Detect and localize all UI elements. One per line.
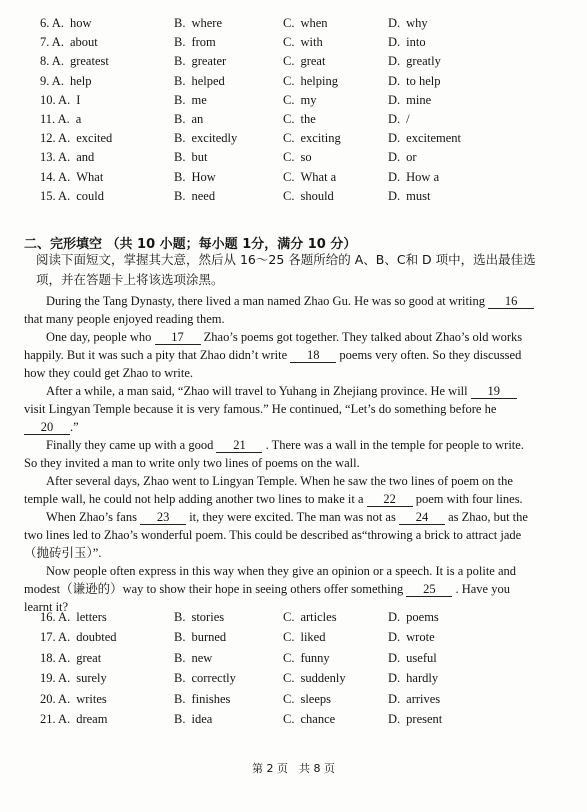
text: how they could get Zhao to write. bbox=[24, 366, 194, 380]
option-text: wrote bbox=[406, 630, 435, 645]
option-letter: C. bbox=[283, 35, 295, 50]
blank-22: 22 bbox=[367, 492, 413, 507]
text: as Zhao, but the bbox=[448, 510, 528, 524]
option-letter: C. bbox=[283, 54, 295, 69]
option-text: great bbox=[300, 54, 326, 69]
option-c bbox=[283, 16, 328, 31]
option-letter: C. bbox=[283, 112, 295, 126]
option-letter: B. bbox=[174, 650, 186, 665]
option-text: and bbox=[76, 150, 95, 165]
option-letter: C. bbox=[283, 691, 295, 706]
option-letter: C. bbox=[283, 73, 295, 88]
option-letter: B. bbox=[174, 630, 186, 645]
option-a bbox=[40, 651, 101, 666]
option-c bbox=[283, 651, 330, 666]
option-letter: C. bbox=[283, 671, 295, 686]
option-text: about bbox=[69, 35, 98, 50]
option-text: suddenly bbox=[300, 671, 346, 686]
option-letter: B. bbox=[174, 610, 186, 624]
option-text: greatly bbox=[406, 54, 441, 69]
option-letter: C. bbox=[283, 610, 295, 624]
text: Finally they came up with a good bbox=[46, 438, 214, 452]
option-b bbox=[174, 651, 212, 666]
option-text: helping bbox=[300, 73, 338, 88]
option-text: idea bbox=[191, 712, 213, 726]
passage-paragraph-5 bbox=[24, 472, 556, 508]
page-footer: 第 2 页 共 8 页 bbox=[252, 762, 335, 775]
option-d bbox=[388, 712, 442, 727]
question-row bbox=[0, 692, 587, 710]
option-text: to help bbox=[406, 73, 441, 88]
option-letter: D. bbox=[388, 188, 401, 203]
question-row bbox=[0, 112, 587, 130]
option-text: sleeps bbox=[300, 691, 332, 706]
option-c bbox=[283, 93, 316, 108]
option-d bbox=[388, 651, 437, 666]
option-text: where bbox=[191, 16, 223, 30]
option-text: stories bbox=[191, 610, 225, 624]
option-text: / bbox=[406, 112, 410, 126]
option-c bbox=[283, 170, 336, 185]
option-text: excited bbox=[76, 131, 113, 146]
question-number: 16. A. bbox=[40, 610, 71, 624]
option-letter: D. bbox=[388, 630, 401, 645]
option-text: me bbox=[191, 92, 207, 107]
option-d bbox=[388, 150, 417, 165]
option-a bbox=[40, 54, 109, 69]
option-c bbox=[283, 54, 325, 69]
option-b bbox=[174, 150, 207, 165]
option-text: burned bbox=[191, 630, 227, 645]
text: So they invited a man to write only two lines of poems on the wall. bbox=[24, 456, 360, 470]
question-row bbox=[0, 150, 587, 168]
passage-paragraph-1 bbox=[24, 292, 556, 328]
blank-19: 19 bbox=[471, 384, 517, 399]
option-text: liked bbox=[300, 630, 326, 645]
option-b bbox=[174, 692, 230, 707]
question-number: 6. A. bbox=[40, 16, 64, 30]
option-text: hardly bbox=[406, 671, 439, 686]
option-b bbox=[174, 74, 225, 89]
option-letter: C. bbox=[283, 712, 295, 726]
text: After a while, a man said, “Zhao will travel to Yuhang in Zhejiang province. He will bbox=[46, 384, 468, 398]
option-d bbox=[388, 131, 461, 146]
option-letter: B. bbox=[174, 188, 186, 203]
option-d bbox=[388, 54, 441, 69]
option-c bbox=[283, 131, 341, 146]
question-row bbox=[0, 93, 587, 111]
option-b bbox=[174, 54, 226, 69]
option-text: help bbox=[69, 73, 92, 88]
question-row bbox=[0, 131, 587, 149]
option-letter: D. bbox=[388, 54, 401, 69]
option-letter: D. bbox=[388, 610, 401, 624]
option-text: my bbox=[300, 92, 317, 107]
question-row bbox=[0, 610, 587, 628]
option-a bbox=[40, 610, 107, 625]
option-text: articles bbox=[300, 610, 337, 624]
option-text: great bbox=[76, 650, 102, 665]
option-b bbox=[174, 170, 216, 185]
text: Now people often express in this way when they give an opinion or a speech. It is a polite and bbox=[46, 564, 517, 578]
option-text: why bbox=[406, 16, 428, 30]
option-letter: C. bbox=[283, 16, 295, 30]
option-a bbox=[40, 35, 98, 50]
option-a bbox=[40, 112, 81, 127]
option-b bbox=[174, 93, 207, 108]
option-c bbox=[283, 671, 346, 686]
option-letter: D. bbox=[388, 650, 401, 665]
question-row bbox=[0, 630, 587, 648]
text: poem with four lines. bbox=[415, 492, 523, 506]
question-row bbox=[0, 74, 587, 92]
option-b bbox=[174, 189, 215, 204]
option-letter: D. bbox=[388, 73, 401, 88]
option-text: so bbox=[300, 150, 312, 165]
option-text: the bbox=[300, 112, 316, 126]
question-number: 15. A. bbox=[40, 188, 71, 203]
text: it, they were excited. The man was not as bbox=[189, 510, 396, 524]
option-text: into bbox=[406, 35, 426, 50]
instruction-line-2: 项，并在答题卡上将该选项涂黑。 bbox=[36, 272, 224, 287]
option-b bbox=[174, 35, 216, 50]
option-d bbox=[388, 692, 440, 707]
question-number: 17. A. bbox=[40, 630, 71, 645]
option-letter: B. bbox=[174, 691, 186, 706]
option-b bbox=[174, 671, 236, 686]
text: During the Tang Dynasty, there lived a man named Zhao Gu. He was so good at writing bbox=[46, 294, 485, 308]
option-letter: D. bbox=[388, 671, 401, 686]
option-d bbox=[388, 610, 439, 625]
option-letter: C. bbox=[283, 92, 295, 107]
option-text: could bbox=[76, 188, 104, 203]
option-text: greater bbox=[191, 54, 227, 69]
option-text: correctly bbox=[191, 671, 236, 686]
option-c bbox=[283, 630, 325, 645]
option-text: finishes bbox=[191, 691, 231, 706]
option-letter: B. bbox=[174, 54, 186, 69]
option-a bbox=[40, 712, 107, 727]
text: Zhao’s poems got together. They talked about Zhao’s old works bbox=[203, 330, 523, 344]
option-text: with bbox=[300, 35, 323, 50]
option-a bbox=[40, 150, 94, 165]
question-row bbox=[0, 54, 587, 72]
blank-23: 23 bbox=[140, 510, 186, 525]
option-text: greatest bbox=[69, 54, 109, 69]
passage-paragraph-7 bbox=[24, 562, 556, 616]
section-title: 二、完形填空 （共 10 小题；每小题 1分，满分 10 分） bbox=[24, 237, 357, 252]
question-number: 20. A. bbox=[40, 691, 71, 706]
option-letter: D. bbox=[388, 712, 401, 726]
option-text: doubted bbox=[76, 630, 117, 645]
question-number: 13. A. bbox=[40, 150, 71, 165]
option-text: poems bbox=[406, 610, 439, 624]
option-text: excitement bbox=[406, 131, 461, 146]
option-text: new bbox=[191, 650, 213, 665]
question-number: 8. A. bbox=[40, 54, 64, 69]
text: learnt it? bbox=[24, 600, 69, 614]
option-letter: D. bbox=[388, 691, 401, 706]
question-row bbox=[0, 651, 587, 669]
option-letter: C. bbox=[283, 630, 295, 645]
option-letter: B. bbox=[174, 16, 186, 30]
option-text: present bbox=[406, 712, 443, 726]
option-c bbox=[283, 74, 338, 89]
question-number: 21. A. bbox=[40, 712, 71, 726]
question-row bbox=[0, 16, 587, 34]
option-b bbox=[174, 131, 237, 146]
option-a bbox=[40, 630, 117, 645]
option-d bbox=[388, 16, 428, 31]
option-text: What a bbox=[300, 169, 337, 184]
text: poems very often. So they discussed bbox=[339, 348, 522, 362]
question-number: 7. A. bbox=[40, 35, 64, 50]
question-row bbox=[0, 712, 587, 730]
question-number: 19. A. bbox=[40, 671, 71, 686]
option-text: letters bbox=[76, 610, 107, 624]
option-text: useful bbox=[406, 650, 437, 665]
option-text: How bbox=[191, 169, 216, 184]
option-a bbox=[40, 170, 103, 185]
option-letter: B. bbox=[174, 150, 186, 165]
blank-20: 20 bbox=[24, 420, 70, 435]
instruction-line-1: 阅读下面短文，掌握其大意，然后从 16～25 各题所给的 A、B、C和 D 项中，选出最佳选 bbox=[36, 252, 536, 267]
option-letter: C. bbox=[283, 131, 295, 146]
option-c bbox=[283, 35, 323, 50]
question-number: 12. A. bbox=[40, 131, 71, 146]
option-letter: B. bbox=[174, 35, 186, 50]
option-text: should bbox=[300, 188, 334, 203]
option-text: a bbox=[75, 112, 82, 126]
text: that many people enjoyed reading them. bbox=[24, 312, 225, 326]
option-text: arrives bbox=[406, 691, 441, 706]
question-number: 10. A. bbox=[40, 92, 71, 107]
blank-16: 16 bbox=[488, 294, 534, 309]
option-a bbox=[40, 74, 92, 89]
option-text: but bbox=[191, 150, 208, 165]
option-text: need bbox=[191, 188, 216, 203]
option-text: an bbox=[191, 112, 204, 126]
question-row bbox=[0, 35, 587, 53]
option-d bbox=[388, 35, 426, 50]
text: two lines led to Zhao’s wonderful poem. This could be described as“throwing a brick to attract jade bbox=[24, 528, 522, 542]
option-letter: D. bbox=[388, 150, 401, 165]
text: When Zhao’s fans bbox=[46, 510, 137, 524]
text: visit Lingyan Temple because it is very famous.” He continued, “Let’s do something before he bbox=[24, 402, 497, 416]
option-text: excitedly bbox=[191, 131, 238, 146]
option-letter: D. bbox=[388, 131, 401, 146]
option-c bbox=[283, 692, 331, 707]
option-d bbox=[388, 74, 441, 89]
option-text: exciting bbox=[300, 131, 341, 146]
option-letter: C. bbox=[283, 188, 295, 203]
passage-paragraph-2 bbox=[24, 328, 556, 382]
question-number: 18. A. bbox=[40, 650, 71, 665]
option-letter: B. bbox=[174, 712, 186, 726]
option-a bbox=[40, 189, 104, 204]
option-text: dream bbox=[76, 712, 108, 726]
option-b bbox=[174, 630, 226, 645]
option-text: funny bbox=[300, 650, 330, 665]
blank-24: 24 bbox=[399, 510, 445, 525]
option-b bbox=[174, 712, 212, 727]
option-text: mine bbox=[406, 92, 432, 107]
option-letter: B. bbox=[174, 169, 186, 184]
option-b bbox=[174, 16, 222, 31]
blank-25: 25 bbox=[406, 582, 452, 597]
option-letter: C. bbox=[283, 169, 295, 184]
passage-paragraph-6 bbox=[24, 508, 556, 562]
question-row bbox=[0, 671, 587, 689]
option-text: from bbox=[191, 35, 216, 50]
blank-21: 21 bbox=[216, 438, 262, 453]
option-letter: B. bbox=[174, 671, 186, 686]
option-a bbox=[40, 692, 107, 707]
option-a bbox=[40, 131, 112, 146]
question-number: 11. A. bbox=[40, 112, 70, 126]
option-text: or bbox=[406, 150, 417, 165]
text: happily. But it was such a pity that Zhao didn’t write bbox=[24, 348, 288, 362]
option-letter: D. bbox=[388, 35, 401, 50]
option-b bbox=[174, 112, 203, 127]
option-text: when bbox=[300, 16, 328, 30]
option-letter: D. bbox=[388, 169, 401, 184]
option-letter: B. bbox=[174, 92, 186, 107]
option-text: helped bbox=[191, 73, 225, 88]
text: . Have you bbox=[455, 582, 510, 596]
option-c bbox=[283, 610, 337, 625]
option-text: What bbox=[76, 169, 104, 184]
option-letter: B. bbox=[174, 73, 186, 88]
question-number: 9. A. bbox=[40, 73, 64, 88]
option-text: How a bbox=[406, 169, 440, 184]
option-c bbox=[283, 189, 334, 204]
option-b bbox=[174, 610, 224, 625]
option-c bbox=[283, 150, 312, 165]
text: （抛砖引玉）”. bbox=[24, 546, 102, 560]
text: After several days, Zhao went to Lingyan Temple. When he saw the two lines of poem on the bbox=[46, 474, 513, 488]
passage-paragraph-3 bbox=[24, 382, 556, 436]
text: .” bbox=[70, 420, 79, 434]
option-text: must bbox=[406, 188, 431, 203]
blank-18: 18 bbox=[290, 348, 336, 363]
option-letter: D. bbox=[388, 92, 401, 107]
option-d bbox=[388, 112, 410, 127]
option-letter: C. bbox=[283, 150, 295, 165]
option-text: writes bbox=[76, 691, 107, 706]
option-d bbox=[388, 189, 430, 204]
text: modest（谦逊的）way to show their hope in seeing others offer something bbox=[24, 582, 404, 596]
option-letter: D. bbox=[388, 16, 401, 30]
option-a bbox=[40, 671, 107, 686]
text: temple wall, he could not help adding another two lines to make it a bbox=[24, 492, 364, 506]
option-d bbox=[388, 671, 438, 686]
option-a bbox=[40, 93, 80, 108]
option-a bbox=[40, 16, 92, 31]
option-letter: B. bbox=[174, 131, 186, 146]
option-d bbox=[388, 170, 439, 185]
question-row bbox=[0, 189, 587, 207]
text: . There was a wall in the temple for people to write. bbox=[265, 438, 524, 452]
option-c bbox=[283, 112, 316, 127]
option-d bbox=[388, 630, 435, 645]
option-text: surely bbox=[76, 671, 107, 686]
option-text: chance bbox=[300, 712, 336, 726]
option-letter: B. bbox=[174, 112, 186, 126]
option-letter: D. bbox=[388, 112, 401, 126]
question-row bbox=[0, 170, 587, 188]
question-number: 14. A. bbox=[40, 169, 71, 184]
passage-paragraph-4 bbox=[24, 436, 556, 472]
option-c bbox=[283, 712, 335, 727]
text: One day, people who bbox=[46, 330, 152, 344]
option-text: I bbox=[76, 92, 81, 107]
blank-17: 17 bbox=[155, 330, 201, 345]
option-text: how bbox=[69, 16, 92, 30]
option-d bbox=[388, 93, 431, 108]
option-letter: C. bbox=[283, 650, 295, 665]
